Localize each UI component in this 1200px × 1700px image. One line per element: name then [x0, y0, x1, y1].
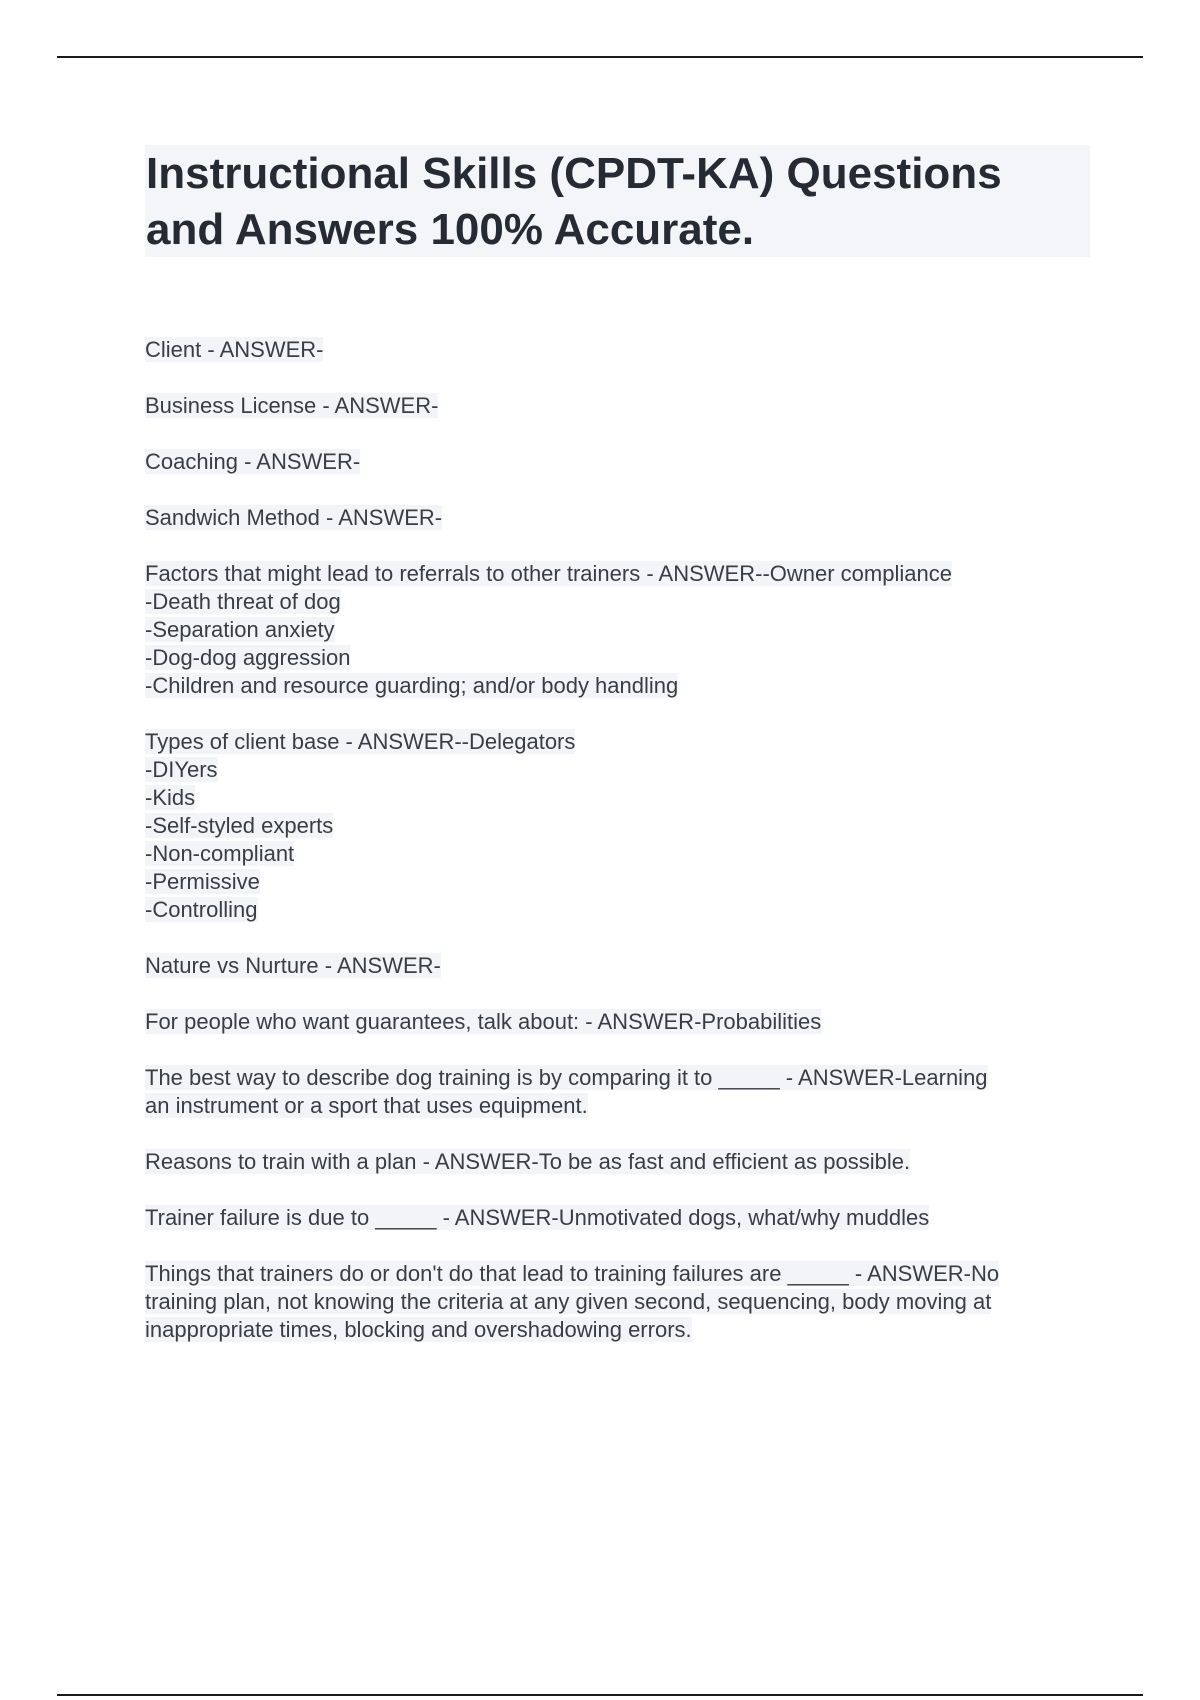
qa-line: Things that trainers do or don't do that lead to training failures are _____ - ANSWER-No	[145, 1261, 1000, 1286]
qa-line: an instrument or a sport that uses equipment.	[145, 1093, 588, 1118]
qa-line: The best way to describe dog training is by comparing it to _____ - ANSWER-Learning	[145, 1065, 988, 1090]
qa-entry	[145, 1148, 1090, 1176]
qa-line: Reasons to train with a plan - ANSWER-To be as fast and efficient as possible.	[145, 1149, 911, 1174]
qa-entry	[145, 1064, 1090, 1120]
qa-entry	[145, 392, 1090, 420]
qa-line: -Non-compliant	[145, 841, 295, 866]
qa-line: -Death threat of dog	[145, 589, 341, 614]
qa-line: -Separation anxiety	[145, 617, 335, 642]
top-rule	[57, 56, 1143, 58]
qa-line: -Kids	[145, 785, 196, 810]
qa-entry	[145, 336, 1090, 364]
qa-entry	[145, 448, 1090, 476]
qa-entry	[145, 952, 1090, 980]
bottom-rule	[57, 1694, 1143, 1696]
qa-line: Trainer failure is due to _____ - ANSWER-Unmotivated dogs, what/why muddles	[145, 1205, 930, 1230]
qa-line: inappropriate times, blocking and overshadowing errors.	[145, 1317, 692, 1342]
qa-entry	[145, 504, 1090, 532]
qa-line: Factors that might lead to referrals to other trainers - ANSWER--Owner compliance	[145, 561, 952, 586]
qa-line: -Children and resource guarding; and/or body handling	[145, 673, 679, 698]
qa-entry	[145, 728, 1090, 924]
qa-list	[145, 336, 1090, 1372]
qa-line: -Dog-dog aggression	[145, 645, 351, 670]
qa-line: Coaching - ANSWER-	[145, 449, 361, 474]
qa-line: -Self-styled experts	[145, 813, 334, 838]
qa-entry	[145, 1008, 1090, 1036]
qa-line: -DIYers	[145, 757, 218, 782]
qa-line: Nature vs Nurture - ANSWER-	[145, 953, 441, 978]
qa-line: -Controlling	[145, 897, 258, 922]
qa-line: Types of client base - ANSWER--Delegators	[145, 729, 576, 754]
qa-entry	[145, 1260, 1090, 1344]
qa-line: training plan, not knowing the criteria at any given second, sequencing, body moving at	[145, 1289, 992, 1314]
qa-line: Business License - ANSWER-	[145, 393, 439, 418]
document-title: Instructional Skills (CPDT-KA) Questions and Answers 100% Accurate.	[146, 149, 1002, 254]
qa-entry	[145, 560, 1090, 700]
qa-line: Sandwich Method - ANSWER-	[145, 505, 443, 530]
qa-line: Client - ANSWER-	[145, 337, 324, 362]
qa-entry	[145, 1204, 1090, 1232]
qa-line: -Permissive	[145, 869, 260, 894]
qa-line: For people who want guarantees, talk about: - ANSWER-Probabilities	[145, 1009, 822, 1034]
